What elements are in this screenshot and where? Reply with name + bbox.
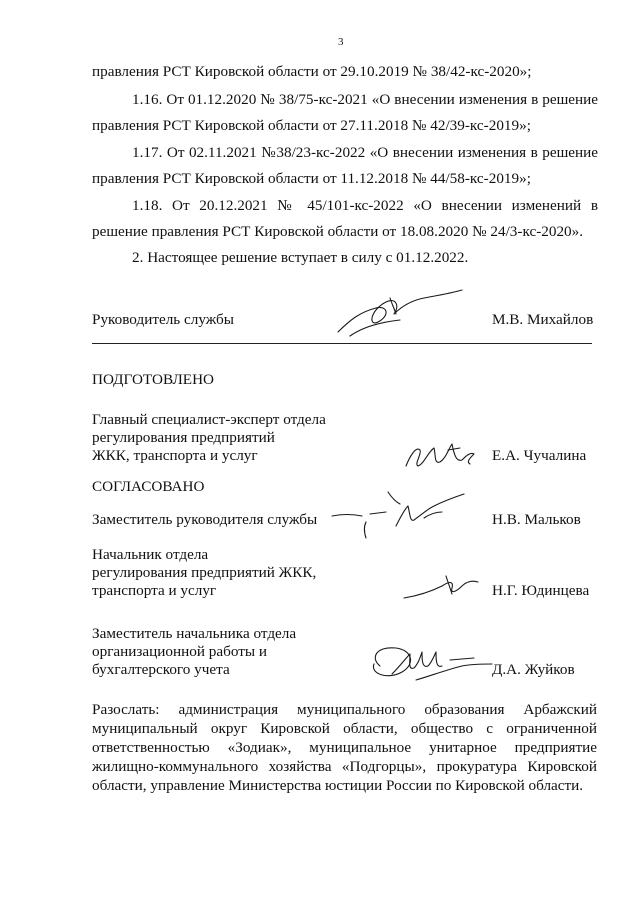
agreed-person3-position-line1: Заместитель начальника отдела (92, 625, 297, 642)
agreed-person2-signature (400, 572, 490, 604)
item-1-16-line1: 1.16. От 01.12.2020 № 38/75-кс-2021 «О внесении изменения в решение (132, 91, 598, 108)
page-number: 3 (338, 36, 344, 48)
prepared-name: Е.А. Чучалина (492, 447, 587, 464)
item-1-18-line2: решение правления РСТ Кировской области от 18.08.2020 № 24/3-кс-2020». (92, 223, 584, 240)
prepared-position-line1: Главный специалист-эксперт отдела (92, 411, 326, 428)
agreed-person2-position-line2: регулирования предприятий ЖКК, (92, 564, 317, 581)
head-position: Руководитель службы (92, 311, 234, 328)
item-2: 2. Настоящее решение вступает в силу с 01.12.2022. (132, 249, 469, 266)
item-1-17-line1: 1.17. От 02.11.2021 №38/23-кс-2022 «О внесении изменения в решение (132, 144, 598, 161)
item-1-16-line2: правления РСТ Кировской области от 27.11.2018 № 42/39-кс-2019»; (92, 117, 531, 134)
divider-line (92, 343, 592, 344)
agreed-person2-position-line3: транспорта и услуг (92, 582, 217, 599)
prepared-position-line3: ЖКК, транспорта и услуг (92, 447, 258, 464)
prepared-signature (400, 436, 490, 476)
distribution-line4: жилищно-коммунального хозяйства «Подгорцы», прокуратура Кировской (92, 758, 597, 775)
agreed-person3-signature (356, 640, 496, 686)
distribution-line3: ответственностью «Зодиак», муниципальное унитарное предприятие (92, 739, 597, 756)
item-1-17-line2: правления РСТ Кировской области от 11.12.2018 № 44/58-кс-2019»; (92, 170, 531, 187)
prepared-position-line2: регулирования предприятий (92, 429, 275, 446)
agreed-person2-position-line1: Начальник отдела (92, 546, 209, 563)
distribution-line2: муниципальный округ Кировской области, общество с ограниченной (92, 720, 597, 737)
agreed-person1-signature (330, 488, 480, 548)
item-1-18-line1: 1.18. От 20.12.2021 № 45/101-кс-2022 «О внесении изменений в (132, 197, 598, 214)
agreed-person2-name: Н.Г. Юдинцева (492, 582, 590, 599)
distribution-line5: области, управление Министерства юстиции России по Кировской области. (92, 777, 584, 794)
distribution-line1: Разослать: администрация муниципального образования Арбажский (92, 701, 597, 718)
agreed-heading: СОГЛАСОВАНО (92, 478, 205, 495)
agreed-person3-name: Д.А. Жуйков (492, 661, 575, 678)
item-1-15-tail: правления РСТ Кировской области от 29.10.2019 № 38/42-кс-2020»; (92, 63, 532, 80)
agreed-person3-position-line2: организационной работы и (92, 643, 267, 660)
head-name: М.В. Михайлов (492, 311, 594, 328)
agreed-person1-position: Заместитель руководителя службы (92, 511, 318, 528)
agreed-person1-name: Н.В. Мальков (492, 511, 581, 528)
agreed-person3-position-line3: бухгалтерского учета (92, 661, 230, 678)
prepared-heading: ПОДГОТОВЛЕНО (92, 371, 215, 388)
head-signature (330, 280, 470, 350)
